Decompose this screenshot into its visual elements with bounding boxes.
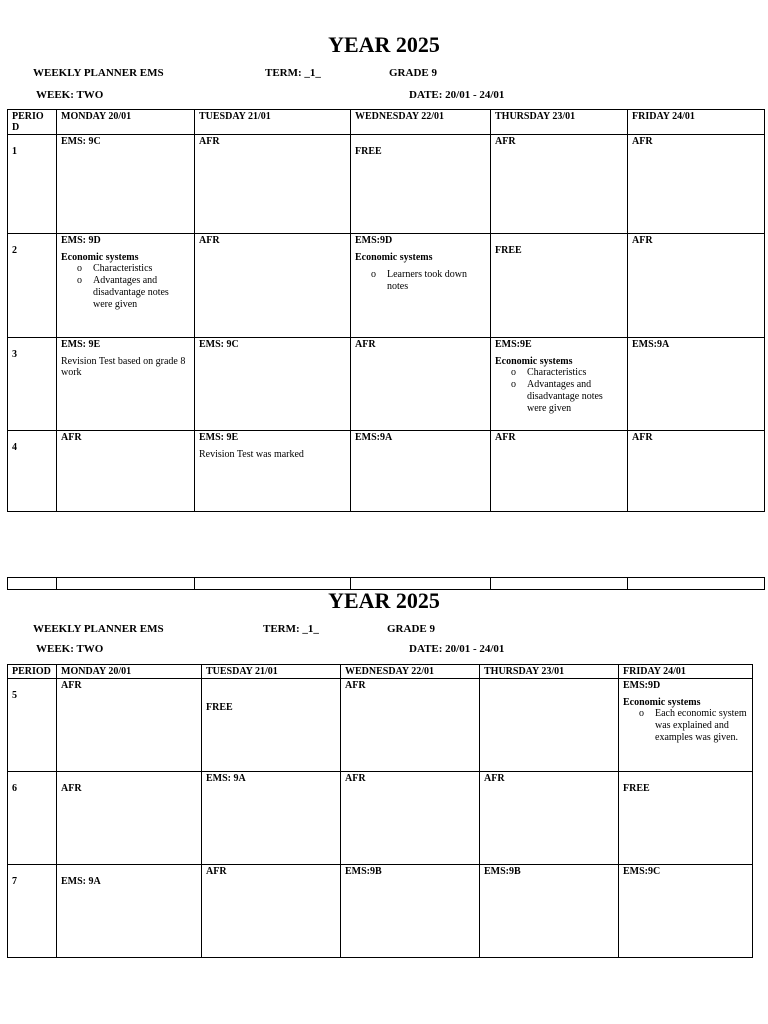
cell-friday bbox=[628, 338, 765, 431]
page-title: YEAR 2025 bbox=[328, 32, 440, 57]
class-label: AFR bbox=[632, 136, 653, 147]
cell-wednesday bbox=[351, 135, 491, 234]
period-number: 2 bbox=[12, 245, 17, 256]
class-label: FREE bbox=[623, 783, 650, 794]
cell-friday bbox=[619, 772, 753, 865]
grade-label: GRADE 9 bbox=[389, 67, 437, 79]
cell-monday bbox=[57, 135, 195, 234]
class-label: FREE bbox=[355, 146, 382, 157]
period-number: 1 bbox=[12, 146, 17, 157]
class-label: EMS: 9A bbox=[61, 876, 101, 887]
term-label: TERM: _1_ bbox=[265, 67, 321, 79]
class-label: EMS: 9E bbox=[61, 339, 101, 350]
header-wednesday: WEDNESDAY 22/01 bbox=[351, 110, 491, 135]
header-friday: FRIDAY 24/01 bbox=[619, 665, 753, 679]
cell-friday bbox=[628, 135, 765, 234]
class-label: EMS:9A bbox=[632, 339, 670, 350]
period-number: 3 bbox=[12, 349, 17, 360]
topic-label: Economic systems bbox=[495, 356, 573, 367]
header-period: PERIO D bbox=[8, 110, 57, 135]
class-label: EMS:9B bbox=[345, 866, 382, 877]
date-label: DATE: 20/01 - 24/01 bbox=[409, 89, 505, 101]
cell-wednesday bbox=[341, 679, 480, 772]
cell-thursday bbox=[480, 772, 619, 865]
table-row bbox=[8, 679, 753, 772]
class-label: AFR bbox=[632, 235, 653, 246]
table-row bbox=[8, 431, 765, 512]
cell-tuesday bbox=[195, 135, 351, 234]
cell-friday bbox=[619, 679, 753, 772]
class-label: AFR bbox=[632, 432, 653, 443]
cell-thursday bbox=[480, 865, 619, 958]
header-row bbox=[8, 665, 753, 679]
class-label: AFR bbox=[355, 339, 376, 350]
planner-table-1 bbox=[7, 109, 765, 512]
period-number: 4 bbox=[12, 442, 17, 453]
date-label: DATE: 20/01 - 24/01 bbox=[409, 643, 505, 655]
table-row bbox=[8, 234, 765, 338]
cell-tuesday bbox=[195, 234, 351, 338]
cell-tuesday bbox=[202, 865, 341, 958]
table-row bbox=[8, 865, 753, 958]
cell-monday bbox=[57, 772, 202, 865]
term-label: TERM: _1_ bbox=[263, 623, 319, 635]
week-label: WEEK: TWO bbox=[36, 89, 104, 101]
class-label: EMS: 9E bbox=[199, 432, 239, 443]
cell-thursday bbox=[480, 679, 619, 772]
class-label: EMS:9D bbox=[623, 680, 661, 691]
note-text: Revision Test was marked bbox=[199, 449, 304, 460]
cell-friday bbox=[628, 431, 765, 512]
cell-tuesday bbox=[195, 431, 351, 512]
class-label: AFR bbox=[345, 773, 366, 784]
notes-list bbox=[61, 263, 190, 311]
class-label: AFR bbox=[61, 783, 82, 794]
class-label: EMS: 9C bbox=[199, 339, 239, 350]
class-label: AFR bbox=[199, 235, 220, 246]
notes-list bbox=[355, 269, 486, 293]
period-number: 5 bbox=[12, 690, 17, 701]
period-number: 6 bbox=[12, 783, 17, 794]
cell-thursday bbox=[491, 135, 628, 234]
week-label: WEEK: TWO bbox=[36, 643, 104, 655]
planner-table-2 bbox=[7, 664, 753, 958]
list-item: o Advantages and disadvantage notes were given bbox=[511, 379, 623, 415]
page-title-2: YEAR 2025 bbox=[328, 588, 440, 613]
class-label: EMS: 9A bbox=[206, 773, 246, 784]
header-row bbox=[8, 110, 765, 135]
topic-label: Economic systems bbox=[61, 252, 139, 263]
cell-wednesday bbox=[341, 772, 480, 865]
note-text: Revision Test based on grade 8 work bbox=[61, 356, 186, 378]
cell-monday bbox=[57, 431, 195, 512]
header-friday: FRIDAY 24/01 bbox=[628, 110, 765, 135]
class-label: AFR bbox=[61, 432, 82, 443]
list-item: o Learners took down notes bbox=[371, 269, 486, 293]
topic-label: Economic systems bbox=[623, 697, 701, 708]
class-label: AFR bbox=[484, 773, 505, 784]
list-item: o Each economic system was explained and examples was given. bbox=[639, 708, 748, 744]
notes-list bbox=[495, 367, 623, 415]
class-label: EMS:9C bbox=[623, 866, 661, 877]
header-monday: MONDAY 20/01 bbox=[57, 110, 195, 135]
header-thursday: THURSDAY 23/01 bbox=[491, 110, 628, 135]
header-monday: MONDAY 20/01 bbox=[57, 665, 202, 679]
class-label: AFR bbox=[495, 432, 516, 443]
cell-thursday bbox=[491, 431, 628, 512]
class-label: AFR bbox=[495, 136, 516, 147]
header-wednesday: WEDNESDAY 22/01 bbox=[341, 665, 480, 679]
planner-label: WEEKLY PLANNER EMS bbox=[33, 623, 164, 635]
cell-monday bbox=[57, 865, 202, 958]
planner-label: WEEKLY PLANNER EMS bbox=[33, 67, 164, 79]
class-label: AFR bbox=[199, 136, 220, 147]
grade-label: GRADE 9 bbox=[387, 623, 435, 635]
class-label: AFR bbox=[206, 866, 227, 877]
class-label: EMS:9E bbox=[495, 339, 532, 350]
cell-friday bbox=[619, 865, 753, 958]
cell-monday bbox=[57, 338, 195, 431]
cell-friday bbox=[628, 234, 765, 338]
notes-list bbox=[623, 708, 748, 744]
cell-wednesday bbox=[341, 865, 480, 958]
cell-tuesday bbox=[195, 338, 351, 431]
cell-wednesday bbox=[351, 431, 491, 512]
class-label: EMS: 9D bbox=[61, 235, 101, 246]
header-tuesday: TUESDAY 21/01 bbox=[202, 665, 341, 679]
cell-wednesday bbox=[351, 234, 491, 338]
header-tuesday: TUESDAY 21/01 bbox=[195, 110, 351, 135]
class-label: FREE bbox=[495, 245, 522, 256]
table-row bbox=[8, 772, 753, 865]
list-item: o Characteristics bbox=[77, 263, 190, 275]
list-item: o Characteristics bbox=[511, 367, 623, 379]
cell-thursday bbox=[491, 234, 628, 338]
cell-monday bbox=[57, 234, 195, 338]
cell-tuesday bbox=[202, 679, 341, 772]
cell-thursday bbox=[491, 338, 628, 431]
cell-wednesday bbox=[351, 338, 491, 431]
header-thursday: THURSDAY 23/01 bbox=[480, 665, 619, 679]
class-label: AFR bbox=[345, 680, 366, 691]
class-label: EMS:9A bbox=[355, 432, 393, 443]
cell-monday bbox=[57, 679, 202, 772]
topic-label: Economic systems bbox=[355, 252, 433, 263]
header-period: PERIOD bbox=[8, 665, 57, 679]
table-row bbox=[8, 135, 765, 234]
class-label: EMS:9B bbox=[484, 866, 521, 877]
class-label: EMS:9D bbox=[355, 235, 393, 246]
table-row bbox=[8, 338, 765, 431]
list-item: o Advantages and disadvantage notes were given bbox=[77, 275, 190, 311]
cell-tuesday bbox=[202, 772, 341, 865]
class-label: AFR bbox=[61, 680, 82, 691]
class-label: FREE bbox=[206, 702, 233, 713]
period-number: 7 bbox=[12, 876, 17, 887]
class-label: EMS: 9C bbox=[61, 136, 101, 147]
